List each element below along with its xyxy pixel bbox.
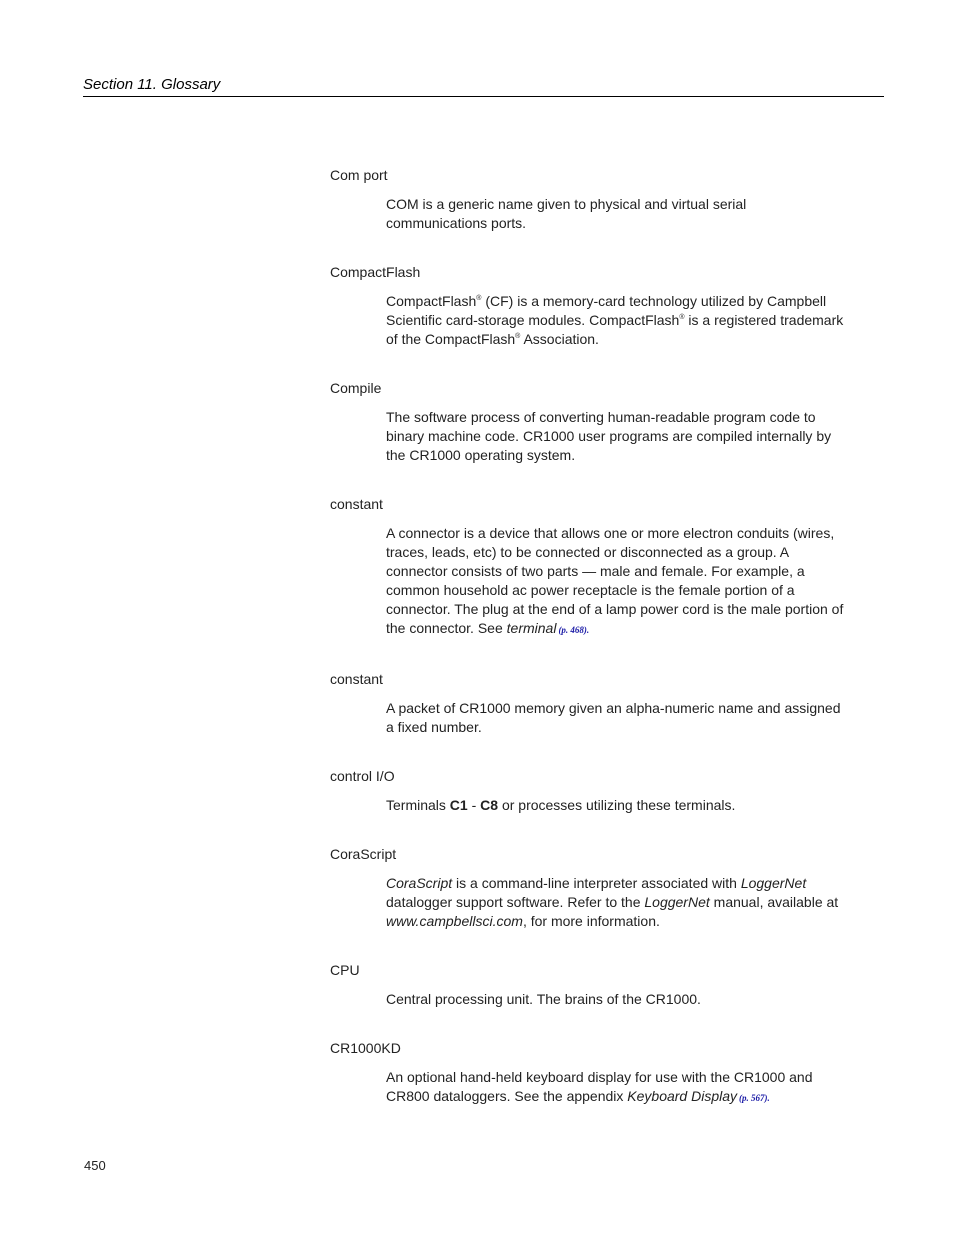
definition-text: , for more information. [522, 913, 660, 929]
glossary-definition [386, 1068, 850, 1108]
page-header [83, 76, 884, 97]
page-reference-link[interactable]: (p. 567). [739, 1093, 770, 1103]
glossary-entries [330, 166, 850, 1138]
definition-text: Association. [520, 331, 599, 347]
definition-text: is a registered trademark of the CompactFlash [386, 312, 844, 347]
glossary-entry [330, 1039, 850, 1108]
glossary-entry [330, 495, 850, 640]
registered-mark: ® [679, 314, 685, 321]
page-number: 450 [84, 1158, 106, 1173]
glossary-term: control I/O [330, 768, 395, 784]
glossary-term: Com port [330, 167, 388, 183]
definition-text: An optional hand-held keyboard display for use with the CR1000 and CR800 dataloggers. See the appendix [386, 1069, 813, 1104]
definition-text: is a command-line interpreter associated with [452, 875, 741, 891]
page-reference-link[interactable]: (p. 468). [558, 625, 590, 635]
glossary-definition [386, 874, 850, 931]
glossary-definition: A packet of CR1000 memory given an alpha-numeric name and assigned a fixed number. [386, 700, 841, 735]
glossary-definition [386, 524, 850, 640]
definition-text: A connector is a device that allows one or more electron conduits (wires, traces, leads, etc) to be connected or disconnected as a group. A connector consists of two parts — male and female. For example, a common household ac power receptacle is the female portion of a connector. The plug at the end of a lamp power cord is the male portion of the connector. See [386, 525, 844, 636]
software-name: CoraScript [386, 875, 453, 891]
glossary-entry [330, 767, 850, 815]
terminal-label: C1 [449, 797, 468, 813]
glossary-definition: COM is a generic name given to physical and virtual serial communications ports. [386, 196, 747, 231]
glossary-entry [330, 961, 850, 1009]
definition-text: CompactFlash [386, 293, 477, 309]
definition-text: (CF) is a memory-card technology utilized by Campbell Scientific card-storage modules. CompactFlash [386, 293, 827, 328]
definition-text: Terminals [386, 797, 450, 813]
software-name: LoggerNet [644, 894, 710, 910]
glossary-entry [330, 379, 850, 465]
glossary-definition [386, 292, 850, 349]
glossary-entry [330, 670, 850, 737]
glossary-term: CoraScript [330, 846, 397, 862]
definition-text: datalogger support software. Refer to the [386, 894, 645, 910]
website-address: www.campbellsci.com [386, 913, 523, 929]
glossary-entry [330, 263, 850, 349]
glossary-definition [386, 796, 850, 815]
registered-mark: ® [476, 295, 482, 302]
software-name: LoggerNet [740, 875, 807, 891]
section-title: Section 11. Glossary [83, 76, 221, 93]
glossary-term: CR1000KD [330, 1040, 401, 1056]
glossary-term: constant [330, 671, 383, 687]
glossary-term: Compile [330, 380, 382, 396]
glossary-definition: Central processing unit. The brains of the CR1000. [386, 991, 701, 1007]
glossary-term: constant [330, 496, 383, 512]
glossary-entry [330, 845, 850, 931]
glossary-term: CPU [330, 962, 360, 978]
cross-reference-term: terminal [506, 620, 557, 636]
definition-text: - [467, 797, 481, 813]
glossary-definition: The software process of converting human-readable program code to binary machine code. CR1000 user programs are compiled internally by the CR1000 operating system. [386, 409, 832, 463]
cross-reference-term: Keyboard Display [627, 1088, 738, 1104]
terminal-label: C8 [480, 797, 499, 813]
glossary-term: CompactFlash [330, 264, 421, 280]
definition-text: manual, available at [709, 894, 839, 910]
glossary-entry [330, 166, 850, 233]
definition-text: or processes utilizing these terminals. [498, 797, 736, 813]
registered-mark: ® [515, 333, 521, 340]
